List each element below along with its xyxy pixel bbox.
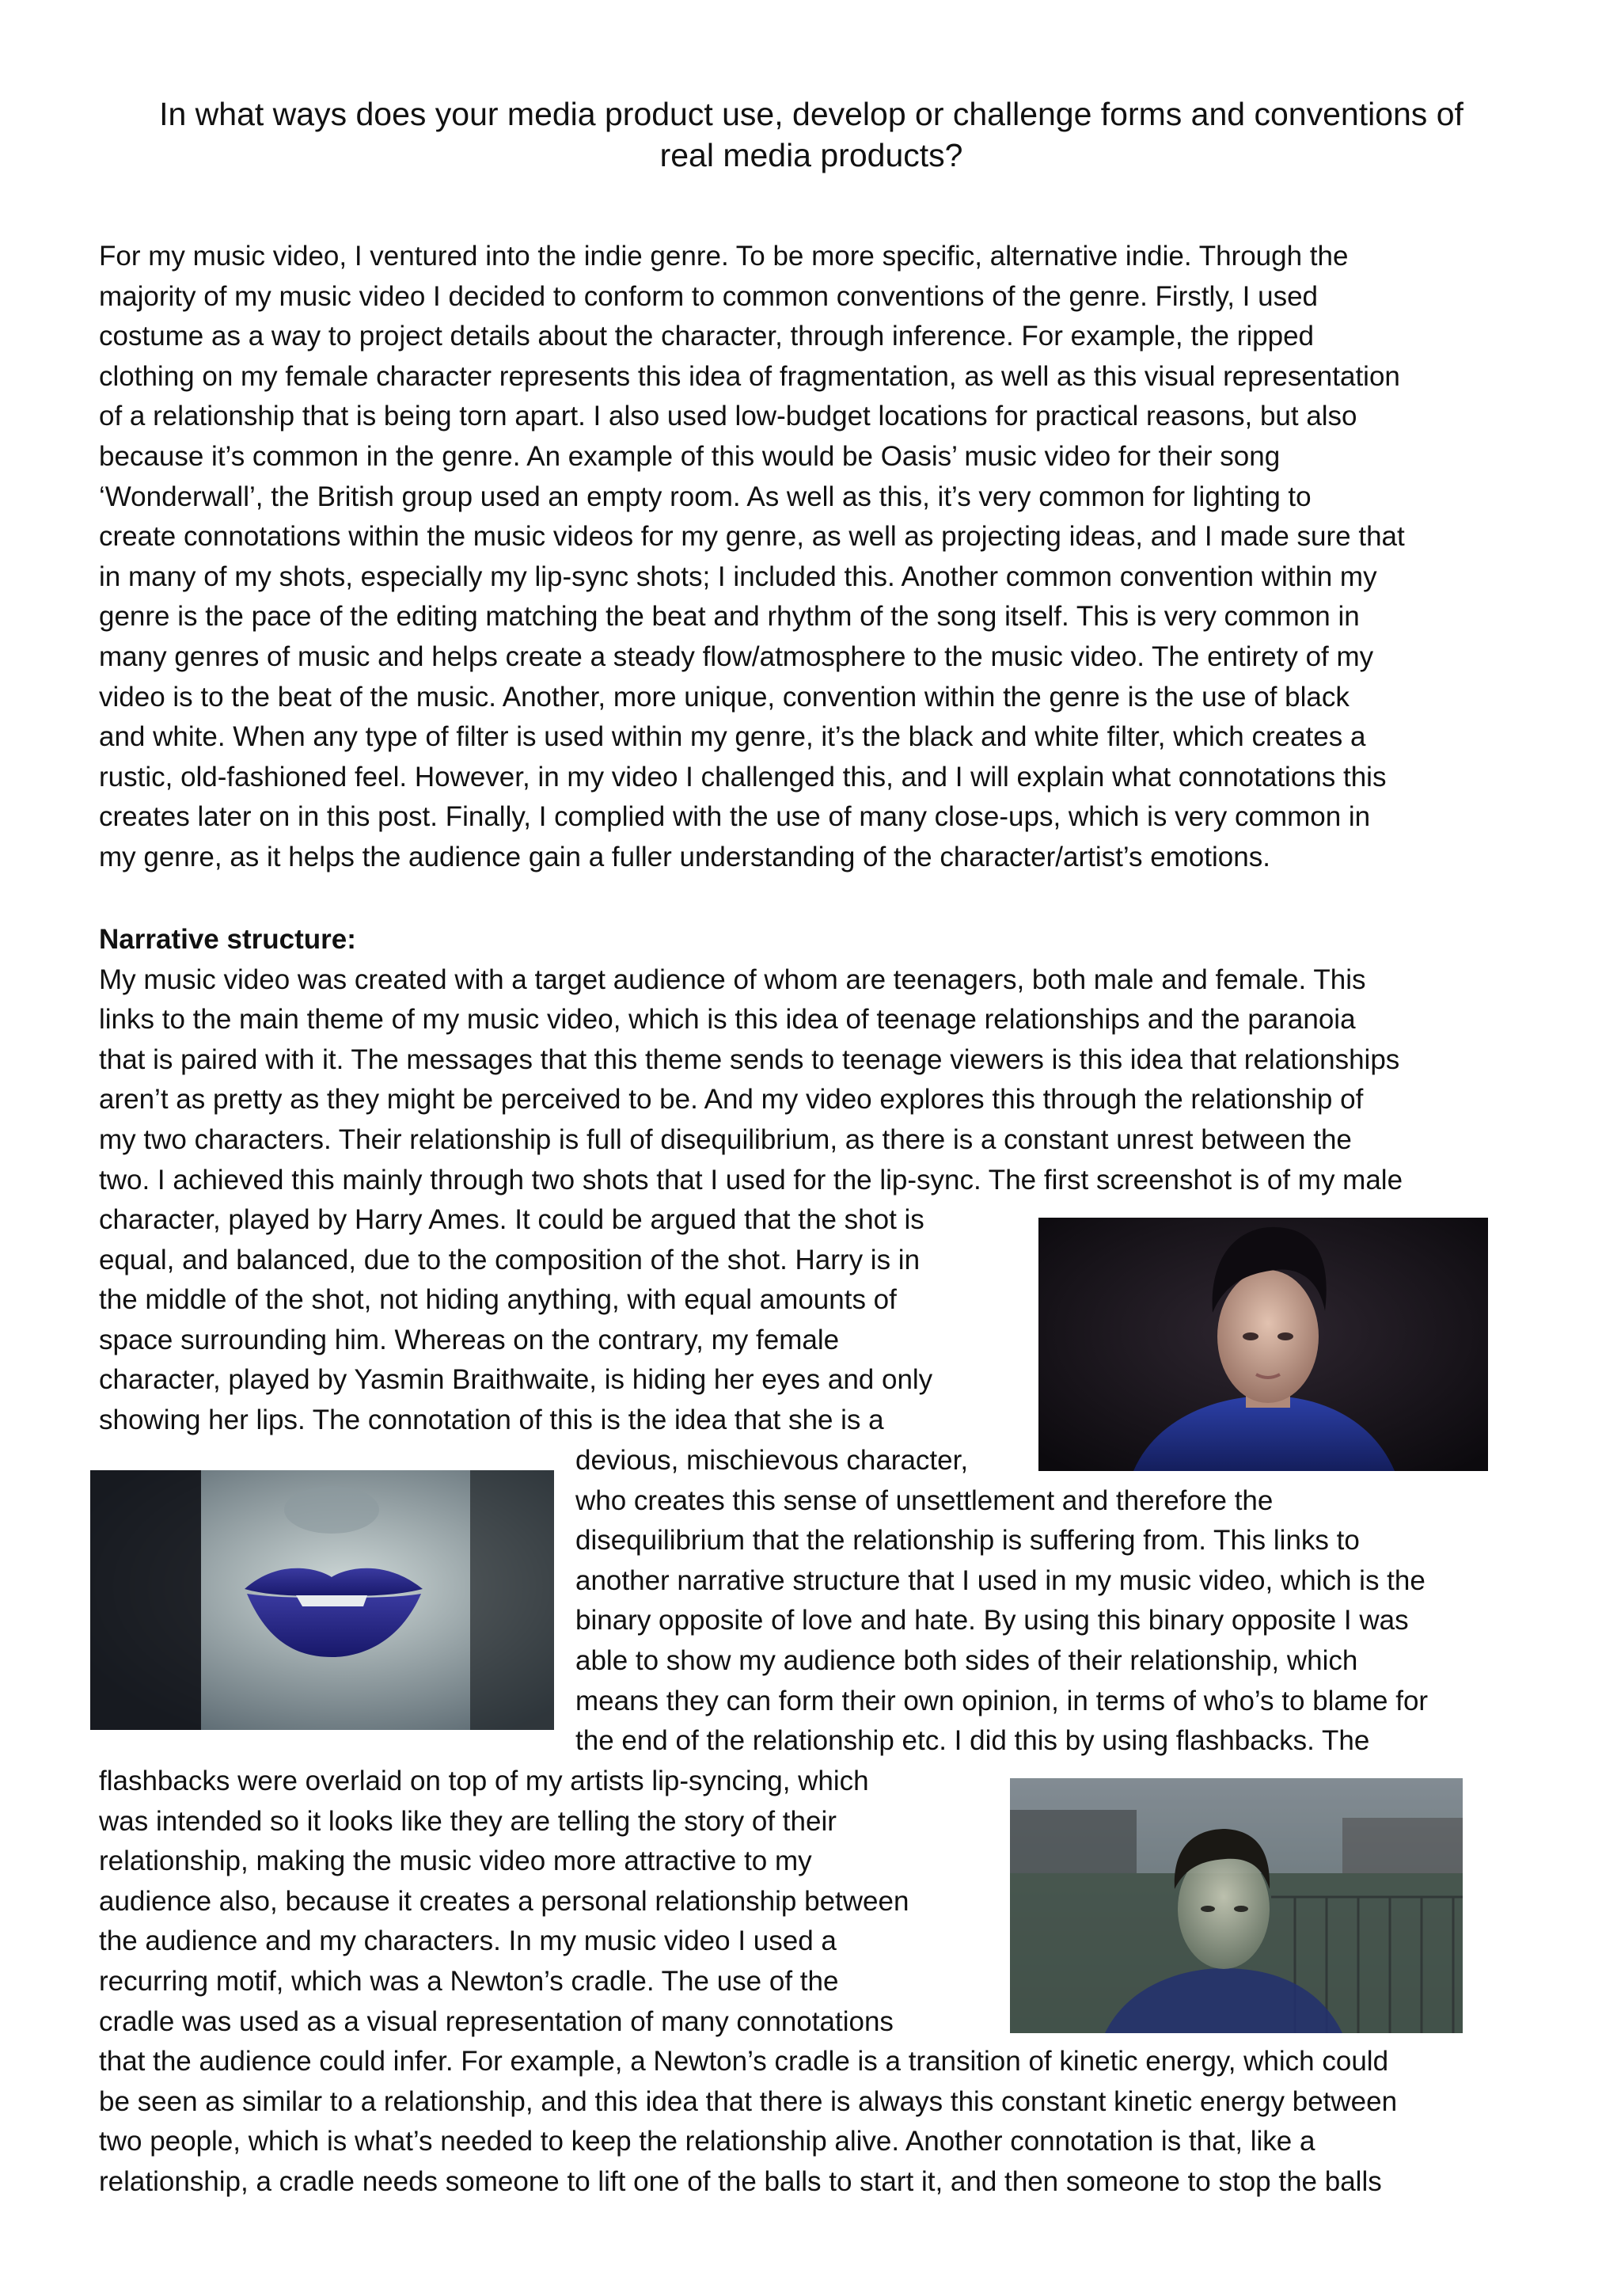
text-line: clothing on my female character represents this idea of fragmentation, as well as this visual representation <box>99 360 1400 392</box>
flashback-overlay-screenshot <box>1010 1778 1463 2033</box>
text-line: and white. When any type of filter is used within my genre, it’s the black and white filter, which creates a <box>99 721 1366 753</box>
text-line: links to the main theme of my music video, which is this idea of teenage relationships and the paranoia <box>99 1004 1356 1036</box>
text-line: many genres of music and helps create a steady flow/atmosphere to the music video. The entirety of my <box>99 641 1374 672</box>
text-line: majority of my music video I decided to conform to common conventions of the genre. Firstly, I used <box>99 280 1319 312</box>
text-line: the audience and my characters. In my music video I used a <box>99 1925 837 1957</box>
text-line: cradle was used as a visual representation of many connotations <box>99 2005 894 2037</box>
text-line: devious, mischievous character, <box>575 1445 969 1476</box>
wrap-text-left-2 <box>99 1762 993 2042</box>
text-line: that the audience could infer. For example, a Newton’s cradle is a transition of kinetic energy, which could <box>99 2046 1389 2077</box>
text-line: ‘Wonderwall’, the British group used an empty room. As well as this, it’s very common for lighting to <box>99 481 1312 512</box>
text-line: audience also, because it creates a personal relationship between <box>99 1885 909 1917</box>
intro-paragraph <box>99 237 1539 878</box>
text-line: be seen as similar to a relationship, and this idea that there is always this constant kinetic energy between <box>99 2085 1398 2117</box>
text-line: showing her lips. The connotation of this is the idea that she is a <box>99 1404 884 1435</box>
final-paragraph <box>99 2042 1539 2202</box>
title-line: real media products? <box>659 137 963 173</box>
text-line: create connotations within the music videos for my genre, as well as projecting ideas, and I made sure that <box>99 521 1405 553</box>
text-line: my genre, as it helps the audience gain a fuller understanding of the character/artist’s emotions. <box>99 841 1270 872</box>
wrap-text-left <box>99 1200 1025 1441</box>
text-line: My music video was created with a target audience of whom are teenagers, both male and female. This <box>99 964 1366 995</box>
male-character-screenshot <box>1038 1218 1488 1471</box>
text-line: two people, which is what’s needed to keep the relationship alive. Another connotation is that, like a <box>99 2126 1315 2157</box>
page-title <box>87 93 1536 176</box>
text-line: relationship, a cradle needs someone to lift one of the balls to start it, and then someone to stop the balls <box>99 2165 1382 2197</box>
text-line: disequilibrium that the relationship is suffering from. This links to <box>575 1525 1360 1557</box>
text-line: relationship, making the music video more attractive to my <box>99 1846 812 1877</box>
female-character-lips-screenshot <box>90 1470 554 1730</box>
text-line: another narrative structure that I used in my music video, which is the <box>575 1564 1425 1596</box>
text-line: binary opposite of love and hate. By using this binary opposite I was <box>575 1605 1409 1636</box>
text-line: in many of my shots, especially my lip-sync shots; I included this. Another common convention within my <box>99 561 1377 592</box>
text-line: of a relationship that is being torn apart. I also used low-budget locations for practical reasons, but also <box>99 401 1357 432</box>
section-heading: Narrative structure: <box>99 924 356 955</box>
text-line: rustic, old-fashioned feel. However, in my video I challenged this, and I will explain what connotations this <box>99 761 1387 793</box>
wrap-text-right <box>575 1441 1549 1762</box>
text-line: video is to the beat of the music. Another, more unique, convention within the genre is the use of black <box>99 681 1350 713</box>
text-line: character, played by Yasmin Braithwaite, is hiding her eyes and only <box>99 1364 933 1396</box>
text-line: the middle of the shot, not hiding anything, with equal amounts of <box>99 1284 897 1316</box>
text-line: who creates this sense of unsettlement and therefore the <box>575 1484 1274 1516</box>
text-line: that is paired with it. The messages that this theme sends to teenage viewers is this idea that relationships <box>99 1043 1400 1075</box>
text-line: means they can form their own opinion, in terms of who’s to blame for <box>575 1685 1429 1716</box>
text-line: For my music video, I ventured into the indie genre. To be more specific, alternative indie. Through the <box>99 241 1349 272</box>
title-line: In what ways does your media product use, develop or challenge forms and conventions of <box>159 96 1463 132</box>
text-line: genre is the pace of the editing matching the beat and rhythm of the song itself. This is very common in <box>99 601 1360 633</box>
text-line: recurring motif, which was a Newton’s cradle. The use of the <box>99 1965 839 1997</box>
text-line: my two characters. Their relationship is full of disequilibrium, as there is a constant unrest between the <box>99 1123 1352 1155</box>
text-line: the end of the relationship etc. I did this by using flashbacks. The <box>575 1725 1370 1757</box>
text-line: because it’s common in the genre. An example of this would be Oasis’ music video for their song <box>99 440 1281 472</box>
narrative-section <box>99 920 1539 1200</box>
text-line: character, played by Harry Ames. It could be argued that the shot is <box>99 1204 924 1235</box>
text-line: costume as a way to project details about the character, through inference. For example, the ripped <box>99 321 1315 352</box>
text-line: was intended so it looks like they are telling the story of their <box>99 1805 837 1837</box>
text-line: two. I achieved this mainly through two shots that I used for the lip-sync. The first screenshot is of my male <box>99 1164 1403 1196</box>
text-line: flashbacks were overlaid on top of my artists lip-syncing, which <box>99 1766 869 1796</box>
text-line: creates later on in this post. Finally, I complied with the use of many close-ups, which is very common in <box>99 801 1371 833</box>
text-line: equal, and balanced, due to the composition of the shot. Harry is in <box>99 1244 921 1275</box>
text-line: space surrounding him. Whereas on the contrary, my female <box>99 1324 840 1355</box>
text-line: able to show my audience both sides of their relationship, which <box>575 1644 1358 1676</box>
text-line: aren’t as pretty as they might be perceived to be. And my video explores this through the relationship of <box>99 1084 1364 1116</box>
